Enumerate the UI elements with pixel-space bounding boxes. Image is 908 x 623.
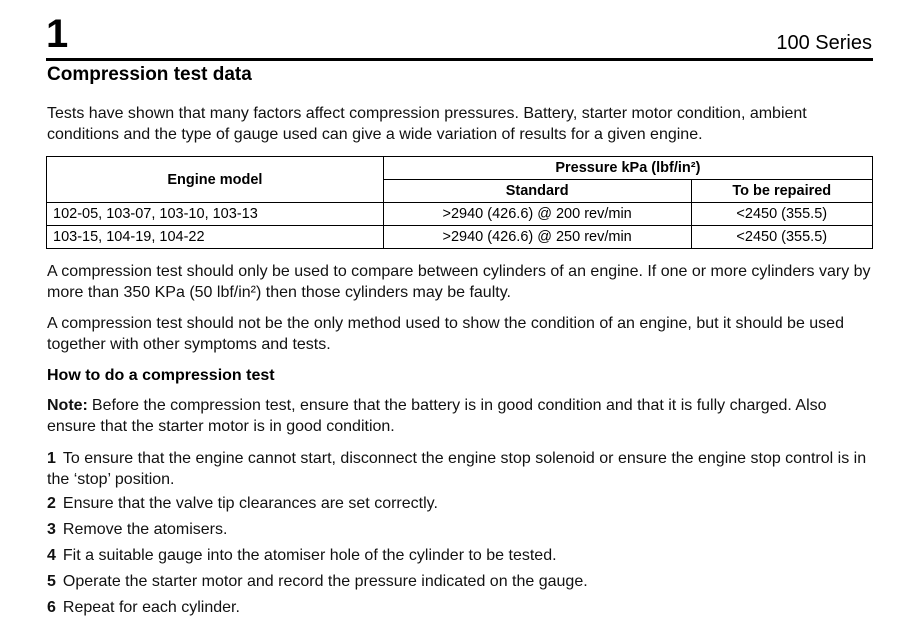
- step-text: To ensure that the engine cannot start, disconnect the engine stop solenoid or ensure the engine stop control is in the ‘stop’ position.: [47, 450, 867, 488]
- paragraph-cylinder-comparison: A compression test should only be used to compare between cylinders of an engine. If one or more cylinders vary by more than 350 KPa (50 lbf/in²) then those cylinders may be faulty.: [47, 263, 871, 301]
- step-number: 5: [47, 573, 56, 590]
- note-paragraph: [47, 396, 873, 437]
- intro-paragraph: Tests have shown that many factors affect compression pressures. Battery, starter motor condition, ambient conditions and the type of gauge used can give a wide variation of results for a given engine.: [47, 105, 807, 143]
- step-text: Remove the atomisers.: [62, 521, 228, 538]
- header-pressure: Pressure kPa (lbf/in²): [383, 157, 872, 180]
- paragraph-method-usage: A compression test should not be the only method used to show the condition of an engine, but it should be used together with other symptoms and tests.: [47, 315, 844, 353]
- step-number: 1: [47, 450, 56, 467]
- step-text: Operate the starter motor and record the pressure indicated on the gauge.: [62, 573, 588, 590]
- cell-engine-model: 103-15, 104-19, 104-22: [47, 226, 384, 249]
- section-title: Compression test data: [47, 64, 252, 85]
- note-label: Note:: [47, 397, 88, 414]
- step-number: 2: [47, 495, 56, 512]
- step-text: Fit a suitable gauge into the atomiser hole of the cylinder to be tested.: [62, 547, 557, 564]
- table-row: [47, 226, 873, 249]
- table-header-row: [47, 157, 873, 180]
- header-standard: Standard: [383, 180, 691, 203]
- how-to-heading: How to do a compression test: [47, 367, 275, 384]
- step-item: [47, 494, 873, 515]
- header-to-be-repaired: To be repaired: [691, 180, 872, 203]
- cell-to-be-repaired: <2450 (355.5): [691, 203, 872, 226]
- step-item: [47, 572, 873, 593]
- chapter-number: 1: [46, 12, 69, 56]
- step-text: Repeat for each cylinder.: [62, 599, 240, 616]
- step-item: [47, 546, 873, 567]
- step-number: 3: [47, 521, 56, 538]
- series-label: 100 Series: [776, 32, 872, 54]
- step-item: [47, 449, 873, 490]
- header-rule: [46, 58, 873, 61]
- table-row: [47, 203, 873, 226]
- header-engine-model: Engine model: [47, 157, 384, 203]
- cell-to-be-repaired: <2450 (355.5): [691, 226, 872, 249]
- note-text: Before the compression test, ensure that the battery is in good condition and that it is fully charged. Also ensure that the starter motor is in good condition.: [47, 397, 827, 435]
- step-item: [47, 598, 873, 619]
- step-text: Ensure that the valve tip clearances are set correctly.: [62, 495, 438, 512]
- cell-engine-model: 102-05, 103-07, 103-10, 103-13: [47, 203, 384, 226]
- compression-data-table: [46, 156, 873, 249]
- step-item: [47, 520, 873, 541]
- step-number: 4: [47, 547, 56, 564]
- cell-standard: >2940 (426.6) @ 250 rev/min: [383, 226, 691, 249]
- step-number: 6: [47, 599, 56, 616]
- cell-standard: >2940 (426.6) @ 200 rev/min: [383, 203, 691, 226]
